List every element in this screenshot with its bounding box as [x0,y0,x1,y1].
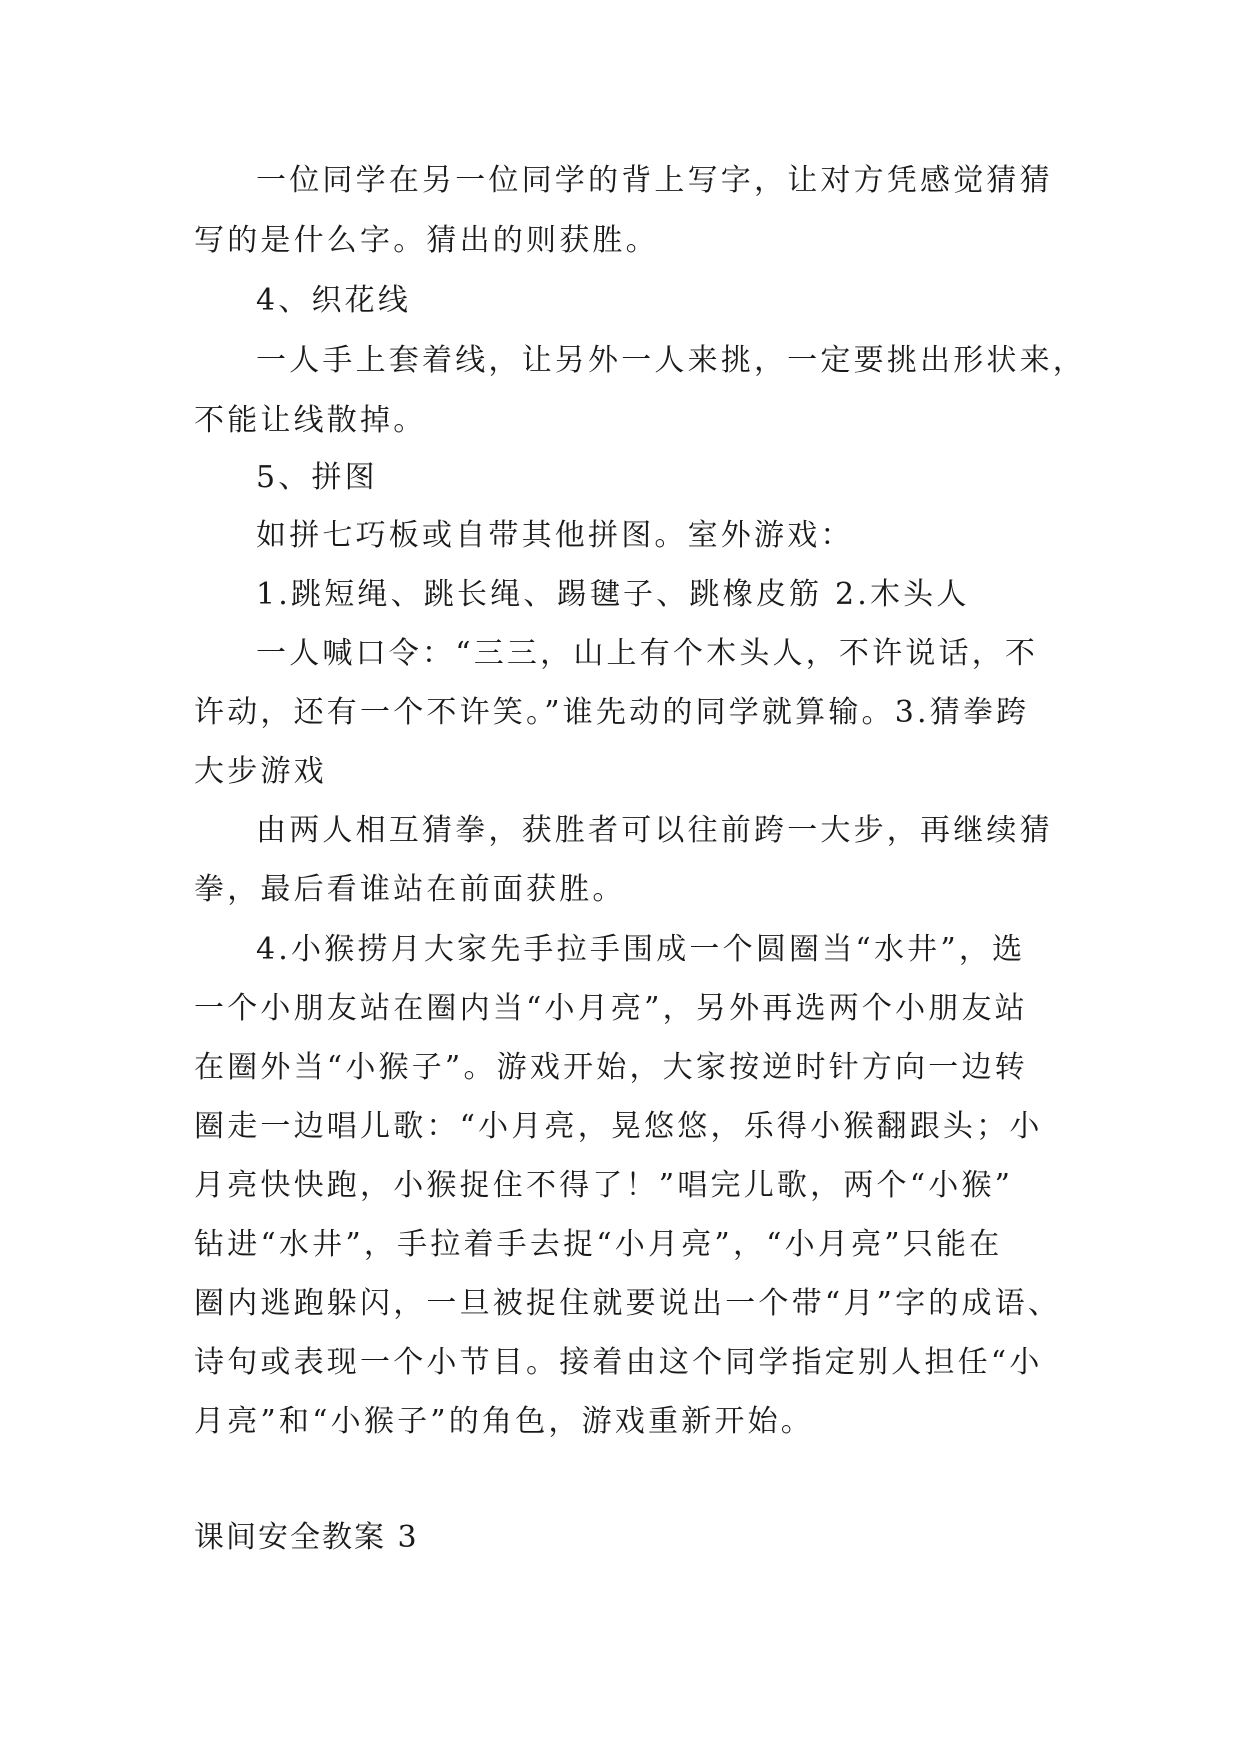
paragraph-line: 圈内逃跑躲闪，一旦被捉住就要说出一个带“月”字的成语、 [194,1286,1062,1321]
list-heading: 4、织花线 [256,283,412,318]
paragraph-line: 月亮快快跑，小猴捉住不得了！”唱完儿歌，两个“小猴” [194,1168,1014,1203]
paragraph-line: 一位同学在另一位同学的背上写字，让对方凭感觉猜猜 [256,163,1053,198]
paragraph-line: 如拼七巧板或自带其他拼图。室外游戏： [256,518,854,553]
paragraph-line: 钻进“水井”，手拉着手去捉“小月亮”，“小月亮”只能在 [194,1227,1003,1262]
paragraph-line: 圈走一边唱儿歌：“小月亮，晃悠悠，乐得小猴翻跟头；小 [194,1109,1043,1144]
paragraph-line: 一人手上套着线，让另外一人来挑，一定要挑出形状来， [256,343,1086,378]
paragraph-line: 一个小朋友站在圈内当“小月亮”，另外再选两个小朋友站 [194,991,1028,1026]
paragraph-line: 月亮”和“小猴子”的角色，游戏重新开始。 [194,1404,815,1439]
paragraph-line: 4.小猴捞月大家先手拉手围成一个圆圈当“水井”，选 [256,932,1026,967]
paragraph-line: 不能让线散掉。 [194,403,427,438]
section-title: 课间安全教案 3 [194,1520,419,1555]
paragraph-line: 1.跳短绳、跳长绳、踢毽子、跳橡皮筋 2.木头人 [256,577,970,612]
list-heading: 5、拼图 [256,460,378,495]
paragraph-line: 拳，最后看谁站在前面获胜。 [194,872,626,907]
paragraph-line: 在圈外当“小猴子”。游戏开始，大家按逆时针方向一边转 [194,1050,1028,1085]
paragraph-line: 写的是什么字。猜出的则获胜。 [194,223,659,258]
paragraph-line: 大步游戏 [194,754,327,789]
paragraph-line: 诗句或表现一个小节目。接着由这个同学指定别人担任“小 [194,1345,1043,1380]
paragraph-line: 一人喊口令：“三三，山上有个木头人，不许说话，不 [256,636,1039,671]
paragraph-line: 许动，还有一个不许笑。”谁先动的同学就算输。3.猜拳跨 [194,695,1030,730]
paragraph-line: 由两人相互猜拳，获胜者可以往前跨一大步，再继续猜 [256,813,1053,848]
